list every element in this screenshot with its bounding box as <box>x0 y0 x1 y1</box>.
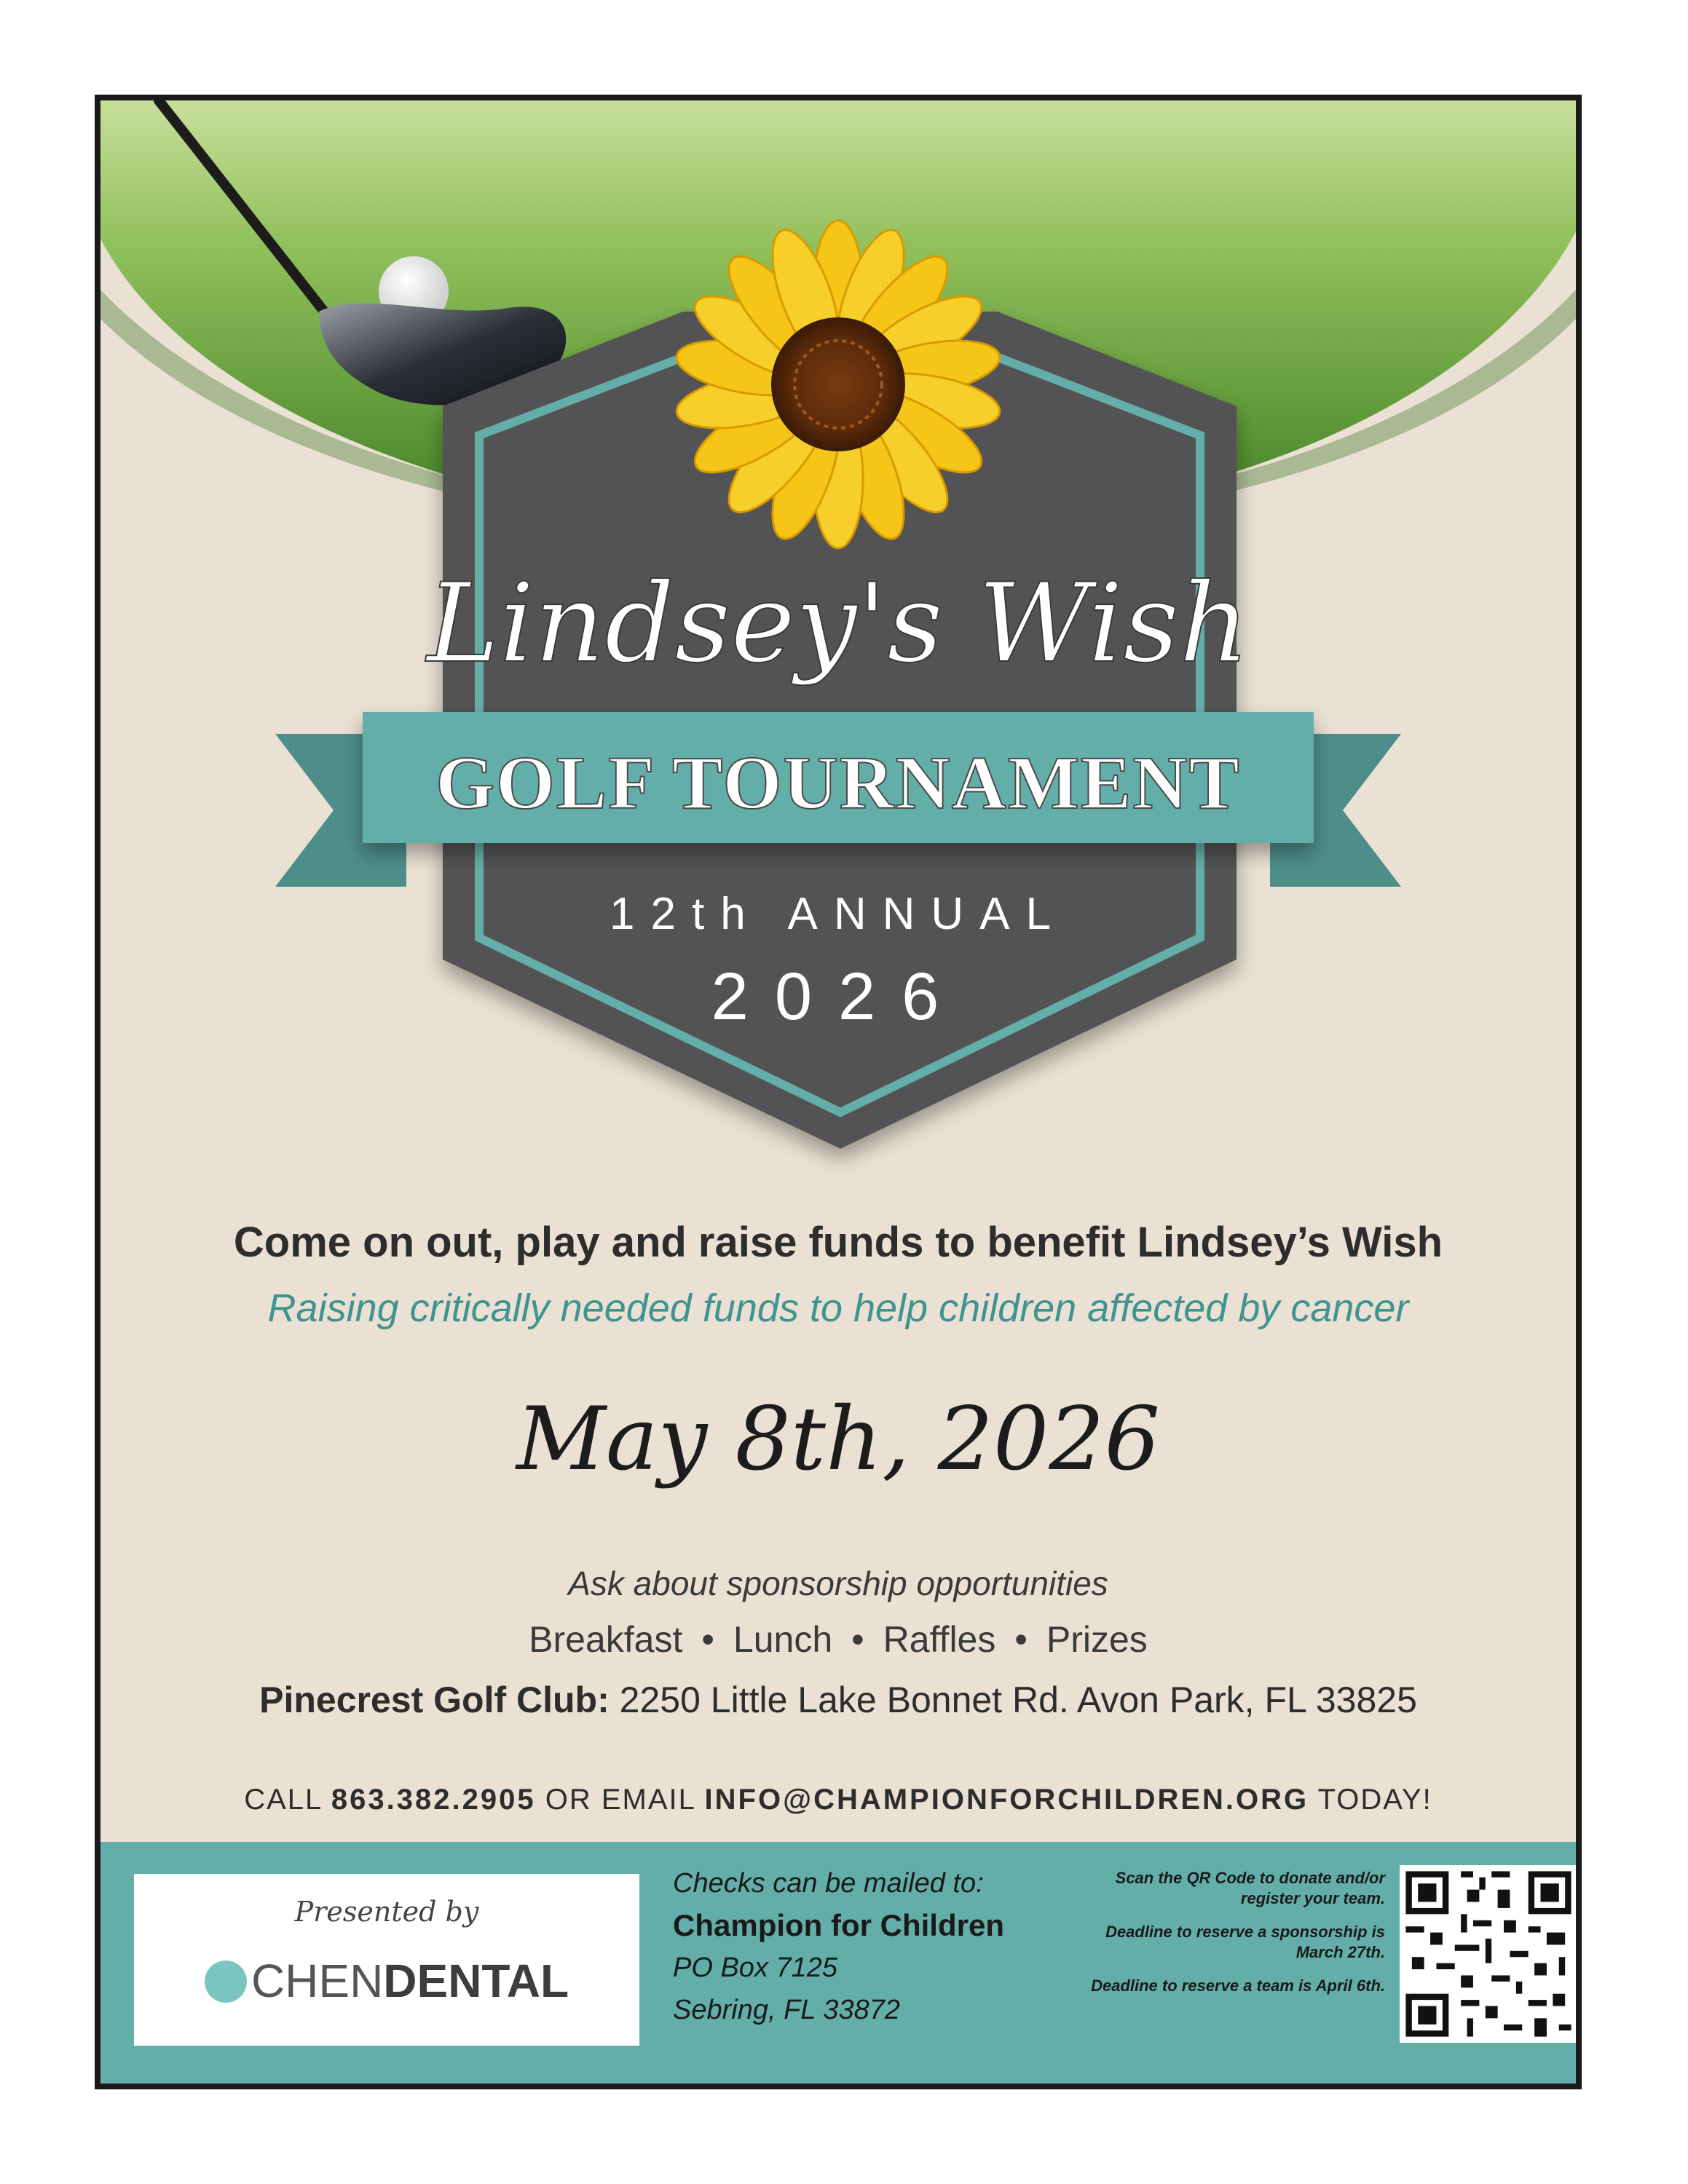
amenities-list <box>100 1618 1576 1661</box>
amenity-raffles: Raffles <box>883 1619 996 1660</box>
amenity-lunch: Lunch <box>733 1619 833 1660</box>
bullet-separator: • <box>701 1619 714 1660</box>
mailing-info <box>673 1862 1081 2031</box>
flyer <box>95 95 1582 2089</box>
amenity-breakfast: Breakfast <box>529 1619 683 1660</box>
sponsor-logo-box <box>134 1874 639 2046</box>
tagline: Come on out, play and raise funds to benefit Lindsey’s Wish <box>233 1219 1443 1266</box>
qr-instructions <box>1076 1868 1385 2009</box>
event-date: May 8th, 2026 <box>516 1389 1160 1490</box>
contact-line <box>100 1784 1576 1816</box>
bullet-separator: • <box>1014 1619 1028 1660</box>
po-box: PO Box 7125 <box>673 1952 838 1983</box>
phone-number[interactable]: 863.382.2905 <box>331 1784 536 1816</box>
venue-name: Pinecrest Golf Club: <box>259 1679 610 1720</box>
or-email-text: OR EMAIL <box>545 1784 695 1816</box>
sponsor-logo <box>134 1954 639 2008</box>
bullet-separator: • <box>851 1619 864 1660</box>
venue-address: 2250 Little Lake Bonnet Rd. Avon Park, FL 33825 <box>619 1679 1417 1720</box>
qr-code-icon[interactable] <box>1400 1865 1577 2043</box>
subtagline: Raising critically needed funds to help children affected by cancer <box>267 1286 1409 1330</box>
sponsor-name-part2: DENTAL <box>383 1955 569 2007</box>
sponsorship-prompt: Ask about sponsorship opportunities <box>568 1564 1108 1602</box>
badge-year: 2026 <box>711 960 966 1034</box>
checks-heading: Checks can be mailed to: <box>673 1868 984 1899</box>
badge-script-title: Lindsey's Wish <box>427 561 1250 687</box>
presented-by: Presented by <box>294 1896 479 1928</box>
today-text: TODAY! <box>1317 1784 1432 1816</box>
sponsor-name-part1: CHEN <box>251 1955 384 2007</box>
org-name: Champion for Children <box>673 1908 1004 1942</box>
email-address[interactable]: INFO@CHAMPIONFORCHILDREN.ORG <box>704 1784 1309 1816</box>
tournament-badge <box>100 100 1576 1236</box>
footer-band <box>100 1842 1576 2084</box>
badge-edition: 12th ANNUAL <box>610 889 1067 939</box>
city-line: Sebring, FL 33872 <box>673 1995 900 2025</box>
badge-banner-text: GOLF TOURNAMENT <box>435 741 1241 825</box>
call-prefix: CALL <box>244 1784 322 1816</box>
venue-line <box>100 1679 1576 1721</box>
deadline-team: Deadline to reserve a team is April 6th. <box>1091 1977 1385 1995</box>
deadline-sponsorship: Deadline to reserve a sponsorship is March 27th. <box>1105 1923 1385 1961</box>
amenity-prizes: Prizes <box>1046 1619 1148 1660</box>
scan-note: Scan the QR Code to donate and/or register your team. <box>1115 1869 1385 1907</box>
chen-dental-logo-icon <box>205 1961 247 2003</box>
